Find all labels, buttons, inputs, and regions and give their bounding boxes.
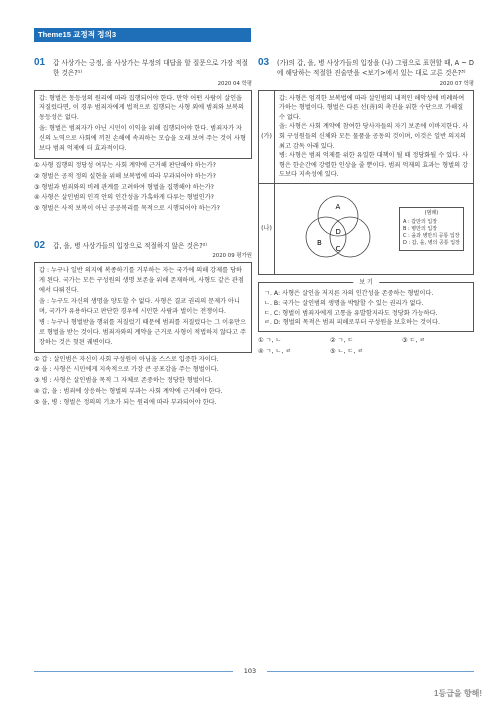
- choice-item[interactable]: ② 을 : 사형은 시민에게 지속적으로 가장 큰 공포감을 주는 형벌이다.: [34, 366, 219, 374]
- choice-item[interactable]: ① 사형 집행의 정당성 여부는 사회 계약에 근거해 판단해야 하는가?: [34, 162, 216, 170]
- bogi-title: 보 기: [353, 278, 379, 287]
- question-1-passage-a: 갑: 형벌은 동등성의 원리에 따라 집행되어야 한다. 만약 어떤 사람이 살인을 저질렀다면, 이 경우 범죄자에게 법적으로 집행되는 사형 외에 범죄와 보복의 동등성은 없다.: [39, 94, 244, 122]
- question-2-passage-b: 을 : 누구도 자신의 생명을 양도할 수 없다. 사형은 결코 권리의 문제가 아니며, 국가가 유용하다고 판단한 경우에 시민한 사람과 벌이는 전쟁이다.: [39, 298, 240, 315]
- bogi-item: ㄱ. A: 사형은 살인을 저지른 자의 인간성을 존중하는 형벌이다.: [264, 290, 434, 298]
- bogi-box: [258, 279, 474, 332]
- legend-item: D : 갑, 을, 병의 공통 입장: [403, 240, 460, 247]
- na-label: (나): [259, 184, 275, 275]
- venn-label-b: B: [317, 239, 322, 248]
- ga-label: (가): [259, 90, 275, 183]
- choice-item[interactable]: ⑤ 형벌은 사적 보복이 아닌 공공복리를 목적으로 시행되어야 하는가?: [34, 205, 220, 213]
- bogi-item: ㄴ. B: 국가는 살인범의 생명을 박탈할 수 있는 권리가 없다.: [264, 299, 424, 307]
- question-1-passage-b: 을: 형벌은 범죄자가 아닌 시민이 이익을 위해 집행되어야 한다. 범죄자가 자신의 노역으로 사회에 끼친 손해에 속죄하는 모습을 오래 보여 주는 것이 사형보다 범죄 억제에 더 효과적이다.: [39, 125, 246, 153]
- legend-item: A : 갑만의 입장: [403, 218, 438, 225]
- choice-item[interactable]: ① 갑 : 살인범은 자신이 사회 구성원이 아님을 스스로 입증한 자이다.: [34, 355, 219, 363]
- venn-diagram: [279, 189, 397, 269]
- bogi-item: ㄷ. C: 형벌이 범죄자에게 고통을 유발함지라도 정당화 가능하다.: [264, 309, 438, 317]
- page-number: 103: [233, 665, 267, 677]
- legend-item: B : 병만의 입장: [403, 225, 438, 232]
- choice-item[interactable]: ③ ㄷ, ㄹ: [402, 337, 426, 345]
- question-1-choices: [34, 161, 252, 214]
- question-1-header: [34, 58, 252, 79]
- question-1-passage-box: [34, 90, 252, 160]
- choice-item[interactable]: ④ ㄱ, ㄴ, ㄹ: [258, 348, 292, 356]
- question-1-number: 01: [34, 57, 46, 68]
- legend-item: C : 을과 병만의 공통 입장: [403, 233, 460, 240]
- question-3-table: [258, 90, 474, 275]
- choice-item[interactable]: ② ㄱ, ㄷ: [330, 337, 354, 345]
- na-figure: [275, 184, 474, 275]
- question-1-source: 2020 04 학평: [217, 80, 252, 87]
- question-3-header: [258, 58, 474, 79]
- question-3-text: (가)의 갑, 을, 병 사상가들의 입장을 (나) 그림으로 표현할 때, A ~ D에 해당하는 적절한 진술만을 <보기>에서 있는 대로 고른 것은?³⁾: [277, 59, 474, 78]
- choice-item[interactable]: ⑤ ㄴ, ㄷ, ㄹ: [330, 348, 364, 356]
- right-column: [258, 58, 474, 358]
- venn-label-c: C: [335, 245, 341, 254]
- legend-title: (범례): [424, 210, 439, 217]
- question-2-passage-c: 병 : 누구나 형벌받을 행위를 저질렀기 때문에 범죄를 저질렀다는 그 이유만으로 형벌을 받는 것이다. 범죄자와의 계약을 근거로 사형이 적법하지 않다고 주장하는 것은 헛된 궤변이다.: [39, 318, 247, 346]
- question-2-choices: [34, 355, 252, 408]
- venn-label-d: D: [335, 228, 341, 237]
- ga-passage-gap: 갑: 사형은 엄격한 보복법에 따라 살인범의 내적인 해악성에 비례하여 가하는 형벌이다. 형벌은 다른 선(善)의 촉진을 위한 수단으로 가해질 수 없다.: [279, 94, 465, 121]
- choice-item[interactable]: ③ 형벌과 범죄와의 비례 관계를 고려하여 형벌을 집행해야 하는가?: [34, 183, 214, 191]
- choice-item[interactable]: ⑤ 을, 병 : 형벌은 정의의 기초가 되는 원리에 따라 부과되어야 한다.: [34, 398, 217, 406]
- venn-legend: [399, 207, 464, 250]
- question-3-number: 03: [258, 57, 270, 68]
- brand-logo-text: 1등급을 향해!: [434, 689, 482, 699]
- ga-passage: [275, 90, 474, 183]
- choice-item[interactable]: ④ 갑, 을 : 범죄에 상응하는 형벌의 부과는 사회 계약에 근거해야 한다.: [34, 388, 223, 395]
- question-3-choices: [258, 336, 474, 358]
- question-1-text: 갑 사상가는 긍정, 을 사상가는 부정의 대답을 할 질문으로 가장 적절한 것은?¹⁾: [53, 59, 249, 78]
- question-2-source: 2020 09 평가원: [212, 253, 252, 260]
- bogi-item: ㄹ. D: 형벌의 목적은 범죄 피해로부터 구성원을 보호하는 것이다.: [264, 319, 440, 327]
- question-3-source: 2020 07 학평: [439, 80, 474, 87]
- question-2-text: 갑, 을, 병 사상가들의 입장으로 적절하지 않은 것은?²⁾: [53, 242, 208, 251]
- theme-banner: Theme15 교정적 정의3: [34, 28, 251, 42]
- question-2-passage-a: 갑 : 누구나 일반 의지에 복종하기를 거부하는 자는 국가에 의해 강제를 당하게 된다. 국가는 모든 구성원의 생명 보존을 위해 존재하며, 사형도 같은 관점에서 다뤄진다.: [39, 267, 244, 295]
- ga-passage-byeong: 병: 사형은 범죄 억제를 위한 유일한 대책이 될 때 정당화될 수 있다. 사형은 한순간에 강렬한 인상을 줄 뿐이다. 범죄 억제의 효과는 형벌의 강도보다 지속성에 있다.: [279, 152, 469, 179]
- question-2-number: 02: [34, 240, 46, 252]
- choice-item[interactable]: ① ㄱ, ㄴ: [258, 337, 282, 345]
- choice-item[interactable]: ② 형벌은 공적 정의 실현을 위해 보복법에 따라 부과되어야 하는가?: [34, 172, 216, 180]
- choice-item[interactable]: ④ 사형은 살인범의 인격 안의 인간성을 가혹하게 다루는 형벌인가?: [34, 194, 214, 202]
- venn-label-a: A: [335, 203, 341, 212]
- question-2-passage-box: [34, 262, 252, 352]
- choice-item[interactable]: ③ 병 : 사형은 살인범을 목적 그 자체로 존중하는 정당한 형벌이다.: [34, 377, 213, 385]
- question-2-header: [34, 241, 252, 251]
- ga-passage-eul: 을: 사형은 사회 계약에 참여한 당사자들의 자기 보존에 이바지한다. 사회 구성원들의 신체와 모든 물품을 공동의 것이며, 이것은 일반 의지의 최고 감독 아래 있다.: [279, 123, 469, 150]
- left-column: [34, 58, 252, 409]
